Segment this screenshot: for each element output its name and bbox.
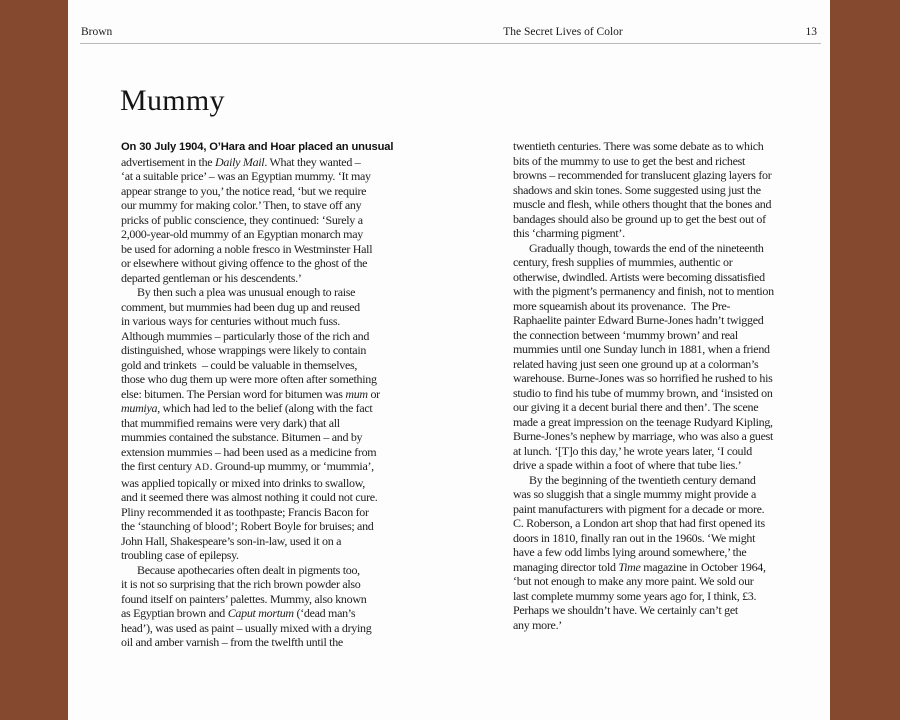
text-line: the connection between ‘mummy brown’ and real [513,327,738,342]
text-line: Perhaps we shouldn’t have. We certainly can’t get [513,603,738,617]
text-line: doors in 1810, finally ran out in the 1960s. ‘We might [513,530,756,545]
text-line: Raphaelite painter Edward Burne-Jones hadn’t twigged [513,313,764,327]
text-line: that mummified remains were very dark) that all [121,415,340,430]
text-line: muscle and flesh, while others thought that the bones and [513,197,772,211]
text-column-right [513,139,813,632]
text-line: the first century AD. Ground-up mummy, or ‘mummia’, [121,459,374,473]
text-line: Gradually though, towards the end of the nineteenth [529,240,764,255]
text-line: otherwise, dwindled. Artists were becoming dissatisfied [513,269,765,284]
text-line: century, fresh supplies of mummies, authentic or [513,255,733,269]
text-line: this ‘charming pigment’. [513,226,625,240]
text-line: found itself on painters’ palettes. Mummy, also known [121,591,367,606]
page-number: 13 [805,26,817,38]
text-line: comment, but mummies had been dug up and reused [121,299,360,314]
text-line: drive a spade within a foot of where that tube lies.’ [513,458,742,472]
text-line: pricks of public conscience, they continued: ‘Surely a [121,212,363,227]
text-column-left [121,139,421,650]
text-line: with the pigment’s permanency and finish, not to mention [513,284,774,298]
text-line: troubling case of epilepsy. [121,548,239,562]
text-line: Although mummies – particularly those of the rich and [121,328,370,343]
text-line: 2,000-year-old mummy of an Egyptian monarch may [121,227,363,241]
running-header [68,26,830,42]
text-line: those who dug them up were more often after something [121,372,377,386]
text-line: Pliny recommended it as toothpaste; Francis Bacon for [121,504,369,519]
text-line: distinguished, whose wrappings were likely to contain [121,343,367,357]
text-line: last complete mummy some years ago for, I think, £3. [513,588,757,603]
text-line: twentieth centuries. There was some debate as to which [513,139,764,153]
text-line: any more.’ [513,617,562,632]
text-line: the ‘staunching of blood’; Robert Boyle for bruises; and [121,519,374,533]
text-line: in various ways for centuries without much fuss. [121,314,340,328]
text-line: and it seemed there was almost nothing it could not cure. [121,490,378,504]
text-line: advertisement in the Daily Mail. What they wanted – [121,154,361,169]
text-line: our mummy for making color.’ Then, to stave off any [121,198,362,212]
text-line: mummies until one Sunday lunch in 1881, when a friend [513,342,770,356]
text-line: it is not so surprising that the rich brown powder also [121,577,361,591]
text-line: paint manufacturers with pigment for a decade or more. [513,501,765,516]
header-rule [80,43,821,44]
text-line: made a great impression on the teenage Rudyard Kipling, [513,414,773,429]
text-line: have a few odd limbs lying around somewhere,’ the [513,545,747,559]
paragraph [121,285,421,563]
running-header-section: Brown [81,26,113,38]
text-line: mumiya, which had led to the belief (along with the fact [121,401,373,415]
running-header-book-title: The Secret Lives of Color [503,26,623,38]
text-line: ‘at a suitable price’ – was an Egyptian mummy. ‘It may [121,169,371,183]
text-line: was applied topically or mixed into drinks to swallow, [121,475,365,490]
text-line: John Hall, Shakespeare’s son-in-law, used it on a [121,533,342,548]
paragraph [513,241,813,473]
text-line: head’), was used as paint – usually mixed with a drying [121,620,372,635]
text-line: By then such a plea was unusual enough to raise [137,285,356,299]
text-line: warehouse. Burne-Jones was so horrified he rushed to his [513,371,773,385]
text-line: gold and trinkets – could be valuable in themselves, [121,357,358,372]
text-line: ‘but not enough to make any more paint. We sold our [513,574,754,588]
text-line: browns – recommended for translucent glazing layers for [513,168,772,182]
text-line: bits of the mummy to use to get the best and richest [513,153,746,168]
text-line: or elsewhere without giving offence to the ghost of the [121,256,368,270]
text-line: related having just seen one ground up at a colorman’s [513,356,759,371]
book-page [68,0,830,720]
text-line: extension mummies – had been used as a medicine from [121,444,377,459]
text-line: managing director told Time magazine in October 1964, [513,559,766,574]
text-line: On 30 July 1904, O’Hara and Hoar placed an unusual [121,141,394,153]
text-line: else: bitumen. The Persian word for bitumen was mum or [121,386,380,401]
text-line: Burne-Jones’s nephew by marriage, who was also a guest [513,429,774,443]
text-line: C. Roberson, a London art shop that had first opened its [513,516,765,530]
text-line: appear strange to you,’ the notice read, ‘but we require [121,183,367,198]
text-line: bandages should also be ground up to get the best out of [513,211,766,226]
text-line: shadows and skin tones. Some suggested using just the [513,182,761,197]
text-line: be used for adorning a noble fresco in Westminster Hall [121,241,373,256]
text-line: oil and amber varnish – from the twelfth until the [121,635,343,649]
text-line: Because apothecaries often dealt in pigments too, [137,562,360,577]
paragraph [513,473,813,633]
text-line: our giving it a decent burial there and then’. The scene [513,400,759,414]
text-line: was so sluggish that a single mummy might provide a [513,487,757,501]
paragraph [121,139,421,285]
text-line: By the beginning of the twentieth century demand [529,472,756,487]
text-line: as Egyptian brown and Caput mortum (‘dead man’s [121,606,356,620]
text-line: more squeamish about its provenance. The Pre- [513,298,731,313]
text-line: at lunch. ‘[T]o this day,’ he wrote years later, ‘I could [513,443,752,458]
chapter-title: Mummy [120,84,225,117]
text-line: departed gentleman or his descendents.’ [121,270,302,285]
text-line: studio to find his tube of mummy brown, and ‘insisted on [513,385,773,400]
paragraph [513,139,813,241]
paragraph [121,563,421,650]
text-line: mummies contained the substance. Bitumen – and by [121,430,363,444]
